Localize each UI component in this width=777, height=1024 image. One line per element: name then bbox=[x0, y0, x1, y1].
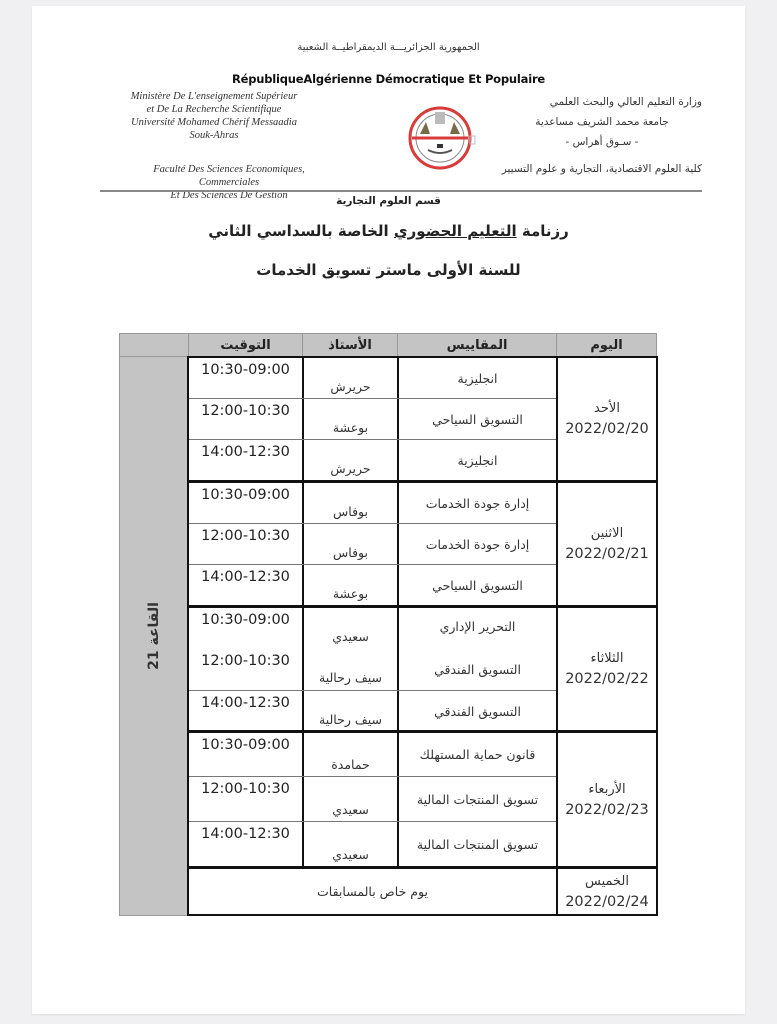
room-label: القاعة 21 bbox=[146, 602, 162, 670]
session-teacher: سيف رحالية bbox=[319, 670, 383, 685]
page-subtitle: للسنة الأولى ماستر تسويق الخدمات bbox=[256, 261, 521, 279]
room-column bbox=[119, 356, 189, 916]
session-teacher: بوعشة bbox=[332, 586, 369, 601]
session-subject: تسويق المنتجات المالية bbox=[416, 836, 539, 852]
ministry-arabic bbox=[502, 92, 702, 152]
faculty-fr-line: Faculté Des Sciences Economiques, Commerciales bbox=[153, 164, 305, 188]
session-teacher: بوعشة bbox=[332, 420, 369, 435]
session-time: 10:30-09:00 bbox=[201, 487, 290, 503]
department-name: قسم العلوم التجارية bbox=[336, 195, 441, 207]
session-time: 12:00-10:30 bbox=[201, 403, 290, 419]
session-subject: التحرير الإداري bbox=[439, 618, 516, 634]
session-teacher: سعيدي bbox=[332, 802, 369, 817]
day-date: 2022/02/22 bbox=[565, 671, 649, 687]
title-part: الخاصة بالسداسي الثاني bbox=[208, 222, 394, 240]
day-date: 2022/02/23 bbox=[565, 801, 649, 818]
session-time: 10:30-09:00 bbox=[201, 612, 290, 628]
session-time: 10:30-09:00 bbox=[201, 362, 290, 378]
session-time: 12:00-10:30 bbox=[201, 528, 290, 544]
ministry-ar-line: وزارة التعليم العالي والبحث العلمي bbox=[549, 96, 702, 108]
day-name: الثلاثاء bbox=[590, 651, 624, 666]
session-teacher: حريرش bbox=[330, 461, 371, 476]
university-fr-line: Université Mohamed Chérif Messaadia bbox=[131, 117, 297, 128]
header-day: اليوم bbox=[556, 333, 657, 357]
session-subject: التسويق السياحي bbox=[432, 577, 523, 593]
republic-arabic: الجمهورية الجزائريـــة الديمقراطيــة الشعبية bbox=[297, 42, 480, 53]
session-time: 14:00-12:30 bbox=[201, 695, 290, 711]
session-time: 14:00-12:30 bbox=[201, 826, 290, 842]
day-cell bbox=[558, 869, 656, 914]
faculty-arabic: كلية العلوم الاقتصادية، التجارية و علوم التسيير bbox=[501, 163, 702, 175]
title-part: رزنامة bbox=[516, 222, 569, 240]
header-divider bbox=[100, 190, 702, 192]
session-teacher: حريرش bbox=[330, 379, 371, 394]
header-room bbox=[119, 333, 189, 357]
header-subject: المقاييس bbox=[397, 333, 557, 357]
session-time: 12:00-10:30 bbox=[201, 653, 290, 669]
session-subject: تسويق المنتجات المالية bbox=[416, 791, 539, 807]
republic-french: RépubliqueAlgérienne Démocratique Et Populaire bbox=[231, 72, 546, 86]
session-subject: إدارة جودة الخدمات bbox=[425, 536, 530, 552]
session-time: 12:00-10:30 bbox=[201, 781, 290, 797]
day-date: 2022/02/21 bbox=[565, 546, 649, 562]
day-cell bbox=[558, 608, 656, 730]
ministry-fr-line: Ministère De L'enseignement Supérieur bbox=[130, 91, 298, 102]
day-cell bbox=[558, 358, 656, 480]
day-cell bbox=[558, 733, 656, 866]
session-time: 14:00-12:30 bbox=[201, 569, 290, 585]
session-teacher: بوفاس bbox=[333, 545, 368, 560]
page-title bbox=[32, 222, 745, 240]
header-time: التوقيت bbox=[188, 333, 303, 357]
day-cell bbox=[558, 483, 656, 605]
university-ar-line: جامعة محمد الشريف مساعدية bbox=[535, 116, 669, 128]
session-time: 14:00-12:30 bbox=[201, 444, 290, 460]
day-name: الأحد bbox=[594, 401, 620, 416]
competition-day-note: يوم خاص بالمسابقات bbox=[317, 884, 428, 899]
day-name: الاثنين bbox=[590, 526, 624, 541]
session-subject: التسويق الفندقي bbox=[434, 661, 521, 677]
session-teacher: بوفاس bbox=[333, 504, 368, 519]
day-date: 2022/02/20 bbox=[565, 421, 649, 437]
session-teacher: سعيدي bbox=[332, 629, 369, 644]
session-time: 10:30-09:00 bbox=[201, 737, 290, 753]
city-fr-line: Souk-Ahras bbox=[189, 130, 239, 141]
session-subject: قانون حماية المستهلك bbox=[419, 747, 536, 762]
ministry-fr-line: et De La Recherche Scientifique bbox=[146, 104, 282, 115]
session-teacher: حمامدة bbox=[331, 757, 370, 772]
session-subject: التسويق السياحي bbox=[432, 411, 523, 427]
session-teacher: سيف رحالية bbox=[319, 712, 383, 727]
ministry-french bbox=[124, 90, 304, 142]
session-subject: إدارة جودة الخدمات bbox=[425, 495, 530, 511]
session-subject: انجليزية bbox=[457, 370, 498, 386]
header-teacher: الأستاذ bbox=[302, 333, 398, 357]
session-teacher: سعيدي bbox=[332, 847, 369, 862]
session-subject: انجليزية bbox=[457, 452, 498, 468]
document-page bbox=[32, 6, 745, 1014]
title-underlined: التعليم الحضوري bbox=[393, 222, 517, 240]
day-name: الخميس bbox=[585, 873, 629, 889]
session-subject: التسويق الفندقي bbox=[434, 703, 521, 719]
faculty-fr-line: Et Des Sciences De Gestion bbox=[170, 190, 288, 201]
day-date: 2022/02/24 bbox=[565, 893, 649, 910]
day-name: الأربعاء bbox=[588, 781, 626, 797]
city-ar-line: - سـوق أهراس - bbox=[565, 136, 639, 148]
